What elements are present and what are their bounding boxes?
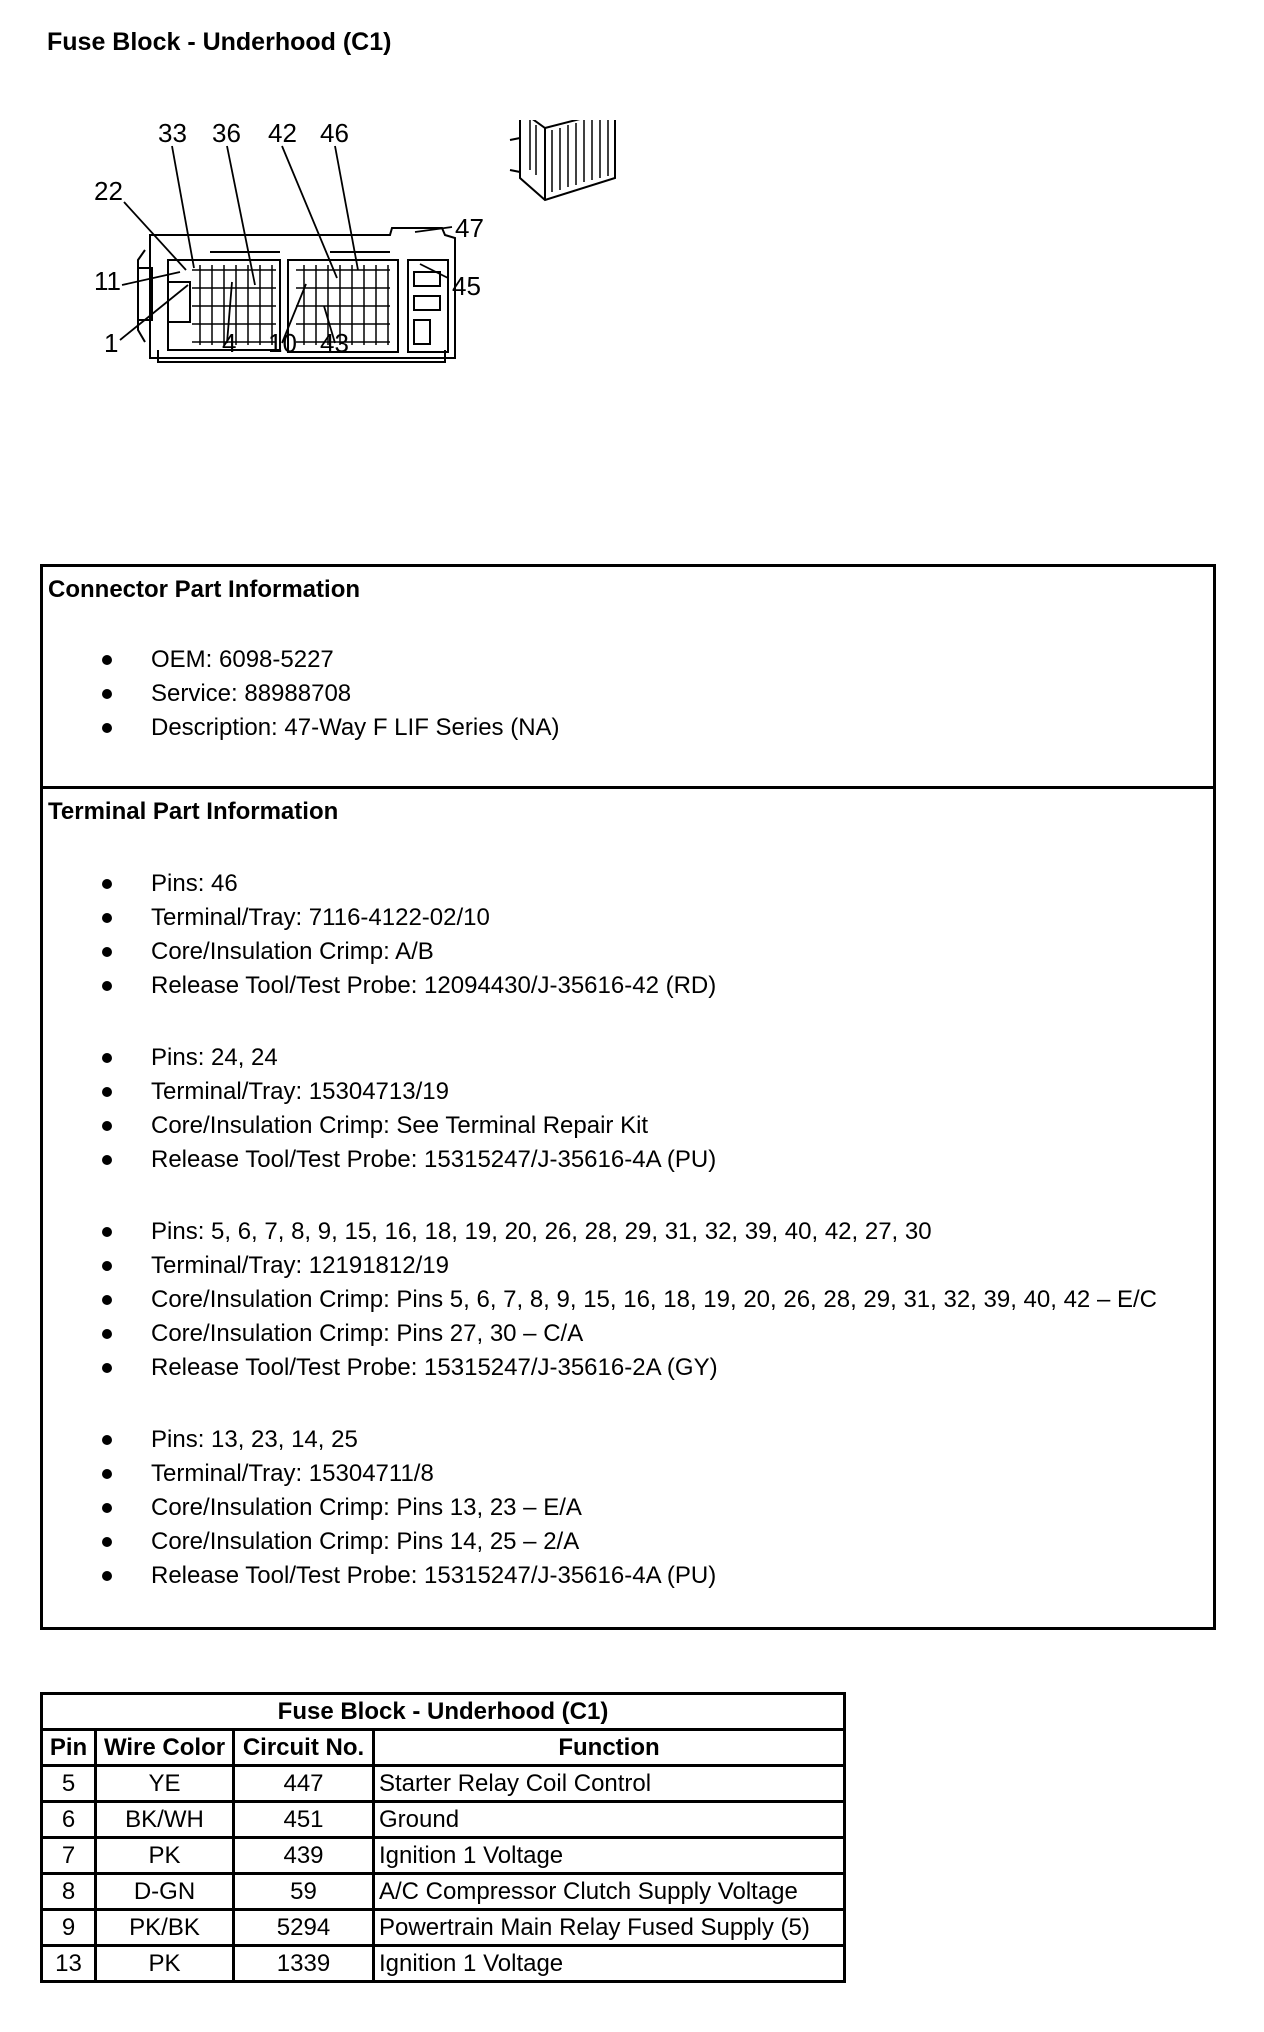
- list-item: OEM: 6098-5227: [48, 643, 1213, 677]
- pin-label: 11: [94, 266, 121, 296]
- table-caption: Fuse Block - Underhood (C1): [42, 1694, 845, 1730]
- pin-cell: 13: [42, 1946, 96, 1982]
- terminal-group: [48, 1423, 1213, 1593]
- pin-label: 1: [104, 328, 119, 358]
- list-item: Release Tool/Test Probe: 15315247/J-35616-4A (PU): [48, 1143, 1213, 1177]
- column-header: Circuit No.: [234, 1730, 374, 1766]
- pin-table: [40, 1692, 846, 1983]
- pin-label: 33: [158, 120, 187, 148]
- section-heading: Terminal Part Information: [48, 798, 339, 825]
- wire-color-cell: PK: [96, 1946, 234, 1982]
- terminal-group: [48, 1041, 1213, 1177]
- pin-label: 45: [452, 271, 481, 301]
- pin-label: 46: [320, 120, 349, 148]
- connector-3d-view: [510, 120, 615, 200]
- terminal-group: [48, 1215, 1213, 1385]
- pin-label: 43: [320, 328, 349, 358]
- table-row: [42, 1802, 845, 1838]
- list-item: Pins: 13, 23, 14, 25: [48, 1423, 1213, 1457]
- list-item: Core/Insulation Crimp: Pins 5, 6, 7, 8, 9, 15, 16, 18, 19, 20, 26, 28, 29, 31, 32, 39, 40, 42 – E/C: [48, 1283, 1213, 1317]
- circuit-cell: 447: [234, 1766, 374, 1802]
- circuit-cell: 59: [234, 1874, 374, 1910]
- list-item: Release Tool/Test Probe: 12094430/J-35616-42 (RD): [48, 969, 1213, 1003]
- table-caption-row: [42, 1694, 845, 1730]
- function-cell: Ignition 1 Voltage: [374, 1838, 845, 1874]
- table-row: [42, 1874, 845, 1910]
- pin-cell: 9: [42, 1910, 96, 1946]
- list-item: Service: 88988708: [48, 677, 1213, 711]
- function-cell: Starter Relay Coil Control: [374, 1766, 845, 1802]
- wire-color-cell: BK/WH: [96, 1802, 234, 1838]
- terminal-part-section: [43, 789, 1213, 1593]
- table-row: [42, 1766, 845, 1802]
- list-item: Terminal/Tray: 12191812/19: [48, 1249, 1213, 1283]
- connector-part-list: [48, 643, 1213, 745]
- table-row: [42, 1838, 845, 1874]
- connector-part-section: [43, 567, 1213, 789]
- wire-color-cell: D-GN: [96, 1874, 234, 1910]
- list-item: Core/Insulation Crimp: Pins 14, 25 – 2/A: [48, 1525, 1213, 1559]
- list-item: Pins: 24, 24: [48, 1041, 1213, 1075]
- list-item: Pins: 5, 6, 7, 8, 9, 15, 16, 18, 19, 20, 26, 28, 29, 31, 32, 39, 40, 42, 27, 30: [48, 1215, 1213, 1249]
- list-item: Terminal/Tray: 15304711/8: [48, 1457, 1213, 1491]
- section-heading: Connector Part Information: [48, 576, 361, 603]
- terminal-group: [48, 867, 1213, 1003]
- table-row: [42, 1946, 845, 1982]
- list-item: Description: 47-Way F LIF Series (NA): [48, 711, 1213, 745]
- column-header: Function: [374, 1730, 845, 1766]
- list-item: Terminal/Tray: 7116-4122-02/10: [48, 901, 1213, 935]
- function-cell: Ground: [374, 1802, 845, 1838]
- pin-label: 42: [268, 120, 297, 148]
- function-cell: Ignition 1 Voltage: [374, 1946, 845, 1982]
- pin-label: 47: [455, 213, 484, 243]
- circuit-cell: 439: [234, 1838, 374, 1874]
- part-information-box: [40, 564, 1216, 1630]
- function-cell: A/C Compressor Clutch Supply Voltage: [374, 1874, 845, 1910]
- list-item: Core/Insulation Crimp: See Terminal Repair Kit: [48, 1109, 1213, 1143]
- list-item: Core/Insulation Crimp: A/B: [48, 935, 1213, 969]
- pin-cell: 8: [42, 1874, 96, 1910]
- page-title: Fuse Block - Underhood (C1): [47, 28, 392, 56]
- pin-cell: 6: [42, 1802, 96, 1838]
- table-header-row: [42, 1730, 845, 1766]
- pin-label: 36: [212, 120, 241, 148]
- table-row: [42, 1910, 845, 1946]
- function-cell: Powertrain Main Relay Fused Supply (5): [374, 1910, 845, 1946]
- list-item: Pins: 46: [48, 867, 1213, 901]
- list-item: Terminal/Tray: 15304713/19: [48, 1075, 1213, 1109]
- column-header: Pin: [42, 1730, 96, 1766]
- list-item: Core/Insulation Crimp: Pins 27, 30 – C/A: [48, 1317, 1213, 1351]
- pin-label: 22: [94, 176, 123, 206]
- column-header: Wire Color: [96, 1730, 234, 1766]
- wire-color-cell: PK: [96, 1838, 234, 1874]
- circuit-cell: 451: [234, 1802, 374, 1838]
- list-item: Release Tool/Test Probe: 15315247/J-35616-4A (PU): [48, 1559, 1213, 1593]
- pin-label: 10: [268, 328, 297, 358]
- pin-label: 4: [222, 328, 237, 358]
- connector-diagram: [90, 120, 650, 490]
- circuit-cell: 1339: [234, 1946, 374, 1982]
- pin-cell: 7: [42, 1838, 96, 1874]
- circuit-cell: 5294: [234, 1910, 374, 1946]
- pin-cell: 5: [42, 1766, 96, 1802]
- list-item: Core/Insulation Crimp: Pins 13, 23 – E/A: [48, 1491, 1213, 1525]
- wire-color-cell: PK/BK: [96, 1910, 234, 1946]
- list-item: Release Tool/Test Probe: 15315247/J-35616-2A (GY): [48, 1351, 1213, 1385]
- wire-color-cell: YE: [96, 1766, 234, 1802]
